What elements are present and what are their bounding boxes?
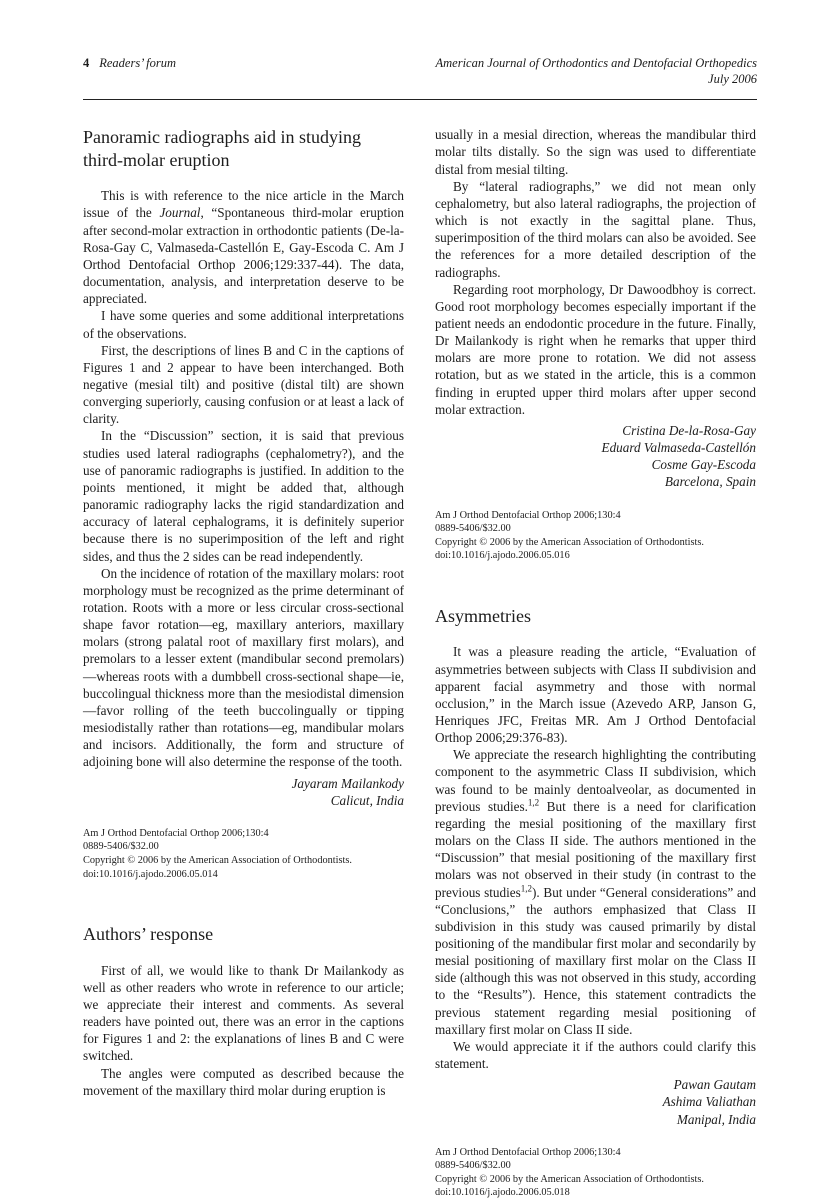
journal-title: American Journal of Orthodontics and Dentofacial Orthopedics — [435, 56, 757, 70]
letter3-citation — [435, 1146, 756, 1200]
citation-issn-price: 0889-5406/$32.00 — [83, 841, 159, 853]
signature-location: Barcelona, Spain — [664, 474, 756, 490]
signature-author: Cristina De-la-Rosa-Gay — [622, 422, 756, 438]
reference-superscript: 1,2 — [520, 883, 533, 894]
letter3-signature — [435, 1076, 756, 1127]
citation-doi: doi:10.1016/j.ajodo.2006.05.016 — [435, 550, 570, 562]
signature-location: Calicut, India — [330, 792, 404, 808]
paragraph: In the “Discussion” section, it is said that previous studies used lateral radiographs (cephalometry?), and the use of panoramic radiographs is justified. In addition to the points mentioned, it might be added that, although panoramic radiography lacks the rigid standardization and accuracy of lateral cephalograms, it is definitely superior because there is no superimposition of the left and right sides, and thus the 2 sides can be read independently. — [83, 428, 404, 564]
paragraph: It was a pleasure reading the article, “Evaluation of asymmetries between subjects with Class II subdivision and apparent facial asymmetry and those with normal occlusion,” in the March issue (Azevedo ARP, Janson G, Henriques JFC, Freitas MR. Am J Orthod Dentofacial Orthop 2006;29:376-83). — [435, 644, 756, 746]
text-segment: , “Spontaneous third-molar eruption after second-molar extraction in orthodontic patients (De-la-Rosa-Gay C, Valmaseda-Castellón E, Gay-Escoda C. Am J Orthod Dentofacial Orthop 2006;129:337-44). The data, documentation, analysis, and interpretation deserve to be appreciated. — [83, 205, 404, 307]
letter1-signature — [83, 775, 404, 809]
letter2-title: Authors’ response — [83, 924, 214, 945]
page-number: 4 — [83, 56, 90, 70]
citation-issn-price: 0889-5406/$32.00 — [435, 523, 511, 535]
issue-date: July 2006 — [708, 71, 757, 86]
paragraph: The angles were computed as described because the movement of the maxillary third molar during eruption is — [83, 1065, 404, 1098]
paragraph: We would appreciate it if the authors could clarify this statement. — [435, 1038, 756, 1072]
signature-author: Cosme Gay-Escoda — [651, 457, 756, 473]
paragraph: I have some queries and some additional interpretations of the observations. — [83, 308, 404, 341]
text-segment: But there is a need for clarification regarding the mesial positioning of the maxillary first molars on the Class II side. The authors mentioned in the “Discussion” that mesial positioning of the maxillary first molars was not observed in their study (in contrast to the previous studies — [435, 798, 756, 900]
citation-copyright: Copyright © 2006 by the American Association of Orthodontists. — [435, 1173, 704, 1185]
letter2-signature — [435, 422, 756, 491]
citation-copyright: Copyright © 2006 by the American Association of Orthodontists. — [435, 536, 704, 548]
paragraph-continuation: usually in a mesial direction, whereas the mandibular third molar tilts distally. So the sign was used to differentiate distal from mesial tilting. — [435, 127, 756, 177]
section-title: Readers’ forum — [99, 56, 176, 70]
paragraph: First, the descriptions of lines B and C in the captions of Figures 1 and 2 appear to have been interchanged. Both negative (mesial tilt) and positive (distal tilt) are shown converging superiorly, causing confusion or at least a lack of clarity. — [83, 342, 404, 427]
reference-superscript: 1,2 — [527, 797, 540, 808]
paragraph: Regarding root morphology, Dr Dawoodbhoy is correct. Good root morphology becomes especially important if the patient needs an endodontic procedure in the future. Finally, Dr Mailankody is right when he remarks that upper third molars are more prone to rotation. We did not assess rotation, but as we stated in the article, this is a common finding in erupted upper third molars after upper second molar extraction. — [435, 281, 756, 417]
citation-reference: Am J Orthod Dentofacial Orthop 2006;130:4 — [83, 827, 269, 839]
running-head-left — [83, 56, 176, 72]
citation-doi: doi:10.1016/j.ajodo.2006.05.014 — [83, 868, 218, 880]
letter2-citation — [435, 509, 756, 563]
letter1-title: Panoramic radiographs aid in studying third-molar eruption — [83, 127, 361, 170]
paragraph — [83, 187, 404, 307]
running-head-right — [436, 56, 758, 87]
citation-doi: doi:10.1016/j.ajodo.2006.05.018 — [435, 1187, 570, 1199]
journal-word-italic: Journal — [159, 205, 201, 221]
text-segment: ). But under “General considerations” and “Conclusions,” the authors emphasized that Class II subdivision in this study was caused primarily by distal positioning of the mandibular first molar and secondarily by mesial positioning of maxillary first molar on the Class II side (although this was not observed in this study, according to the “Results”). Hence, this statement contradicts the previous statement regarding mesial positioning of maxillary first molar on Class II side. — [435, 884, 756, 1037]
citation-copyright: Copyright © 2006 by the American Association of Orthodontists. — [83, 855, 352, 867]
paragraph: On the incidence of rotation of the maxillary molars: root morphology must be recognized as the prime determinant of rotation. Roots with a more or less circular cross-sectional shape favor rotation—eg, maxillary anteriors, maxillary molars (strong palatal root of maxillary first molars), and premolars to a lesser extent (mandibular second premolars)—whereas roots with a dumbbell cross-sectional shape—ie, buccolingual thickness more than the mesiodistal dimension—favor rolling of the teeth buccolingually or tipping mesiodistally rather than rotations—eg, mandibular molars and incisors. Additionally, the form and structure of adjoining bone will also determine the response of the tooth. — [83, 565, 404, 770]
two-column-body — [83, 126, 757, 1200]
letter3-title: Asymmetries — [435, 605, 531, 626]
citation-reference: Am J Orthod Dentofacial Orthop 2006;130:4 — [435, 1146, 621, 1158]
text-segment: We appreciate the research highlighting the contributing component to the asymmetric Class II subdivision, which was found to be mainly dentoalveolar, as documented in previous studies. — [435, 747, 756, 814]
left-column — [83, 126, 404, 1200]
signature-author: Ashima Valiathan — [662, 1094, 756, 1110]
signature-author: Jayaram Mailankody — [291, 775, 404, 791]
signature-author: Pawan Gautam — [673, 1077, 756, 1093]
page-header — [83, 56, 757, 87]
letter1-citation — [83, 827, 404, 881]
paragraph: First of all, we would like to thank Dr Mailankody as well as other readers who wrote in reference to our article; we appreciate their interest and comments. As several readers have pointed out, there was an error in the captions for Figures 1 and 2: the explanations of lines B and C were switched. — [83, 962, 404, 1064]
citation-issn-price: 0889-5406/$32.00 — [435, 1160, 511, 1172]
signature-author: Eduard Valmaseda-Castellón — [601, 440, 756, 456]
text-segment: This is with reference to the nice article in the March issue of the — [83, 188, 404, 221]
header-rule — [83, 99, 757, 100]
right-column — [435, 126, 756, 1200]
signature-location: Manipal, India — [676, 1111, 756, 1127]
paragraph: By “lateral radiographs,” we did not mean only cephalometry, but also lateral radiographs, the projection of which is not exactly in the sagittal plane. Thus, superimposition of the third molars can also be avoided. See the references for a more detailed description of the radiographs. — [435, 178, 756, 280]
citation-reference: Am J Orthod Dentofacial Orthop 2006;130:4 — [435, 509, 621, 521]
paragraph — [435, 746, 756, 1038]
